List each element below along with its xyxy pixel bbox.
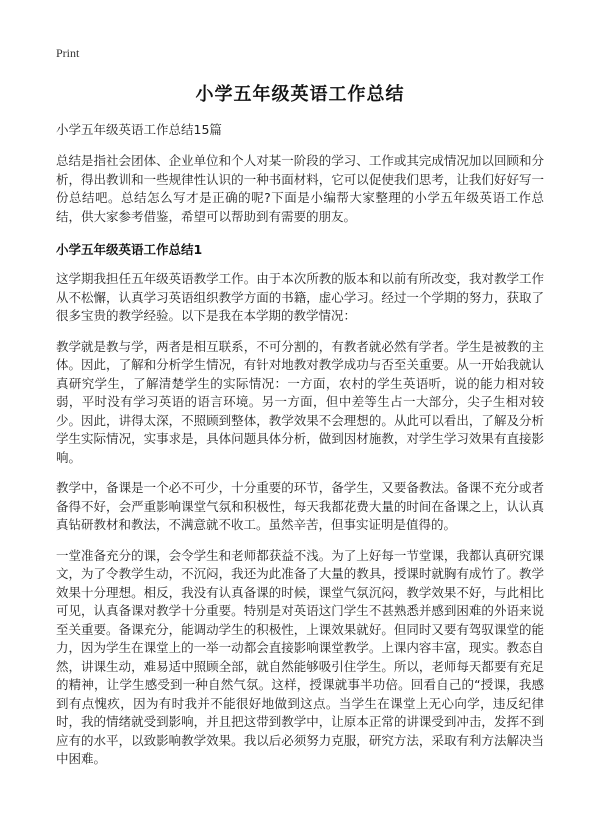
document-subtitle: 小学五年级英语工作总结15篇 bbox=[56, 122, 222, 137]
body-paragraph: 一堂准备充分的课，会令学生和老师都获益不浅。为了上好每一节堂课，我都认真研究课文，为了令教学生动，不沉闷，我还为此准备了大量的教具，授课时就胸有成竹了。教学效果十分理想。相反，我没有认真备课的时候，课堂气氛沉闷，教学效果不好，与此相比可见，认真备课对教学十分重要。特别是对英语这门学生不甚熟悉并感到困难的外语来说至关重要。备课充分，能调动学生的积极性，上课效果就好。但同时又要有驾驭课堂的能力，因为学生在课堂上的一举一动都会直接影响课堂教学。上课内容丰富，现实。教态自然，讲课生动，难易适中照顾全部，就自然能够吸引住学生。所以，老师每天都要有充足的精神，让学生感受到一种自然气氛。这样，授课就事半功倍。回看自己的“授课，我感到有点愧疚，因为有时我并不能很好地做到这点。当学生在课堂上无心向学，违反纪律时，我的情绪就受到影响，并且把这带到教学中，让原本正常的讲课受到冲击，发挥不到应有的水平，以致影响教学效果。我以后必须努力克服，研究方法，采取有利方法解决当中困难。 bbox=[56, 547, 544, 766]
section-heading: 小学五年级英语工作总结1 bbox=[56, 242, 203, 257]
page-title: 小学五年级英语工作总结 bbox=[195, 84, 405, 105]
print-link[interactable]: Print bbox=[56, 46, 80, 60]
intro-paragraph: 总结是指社会团体、企业单位和个人对某一阶段的学习、工作或其完成情况加以回顾和分析，得出教训和一些规律性认识的一种书面材料，它可以促使我们思考，让我们好好写一份总结吧。总结怎么写才是正确的呢?下面是小编帮大家整理的小学五年级英语工作总结，供大家参考借鉴，希望可以帮助到有需要的朋友。 bbox=[56, 153, 544, 224]
body-paragraph: 教学中，备课是一个必不可少，十分重要的环节，备学生，又要备教法。备课不充分或者备得不好，会严重影响课堂气氛和积极性，每天我都花费大量的时间在备课之上，认认真真钻研教材和教法，不满意就不收工。虽然辛苦，但事实证明是值得的。 bbox=[56, 480, 544, 532]
body-paragraph: 这学期我担任五年级英语教学工作。由于本次所教的版本和以前有所改变，我对教学工作从不松懈，认真学习英语组织教学方面的书籍，虚心学习。经过一个学期的努力，获取了很多宝贵的教学经验。以下是我在本学期的教学情况： bbox=[56, 271, 544, 323]
body-paragraph: 教学就是教与学，两者是相互联系，不可分割的，有教者就必然有学者。学生是被教的主体。因此，了解和分析学生情况，有针对地教对教学成功与否至关重要。从一开始我就认真研究学生，了解清楚学生的实际情况：一方面，农村的学生英语听，说的能力相对较弱，平时没有学习英语的语言环境。另一方面，但中差等生占一大部分，尖子生相对较少。因此，讲得太深，不照顾到整体，教学效果不会理想的。从此可以看出，了解及分析学生实际情况，实事求是，具体问题具体分析，做到因材施教，对学生学习效果有直接影响。 bbox=[56, 338, 544, 465]
document-body bbox=[56, 120, 544, 781]
